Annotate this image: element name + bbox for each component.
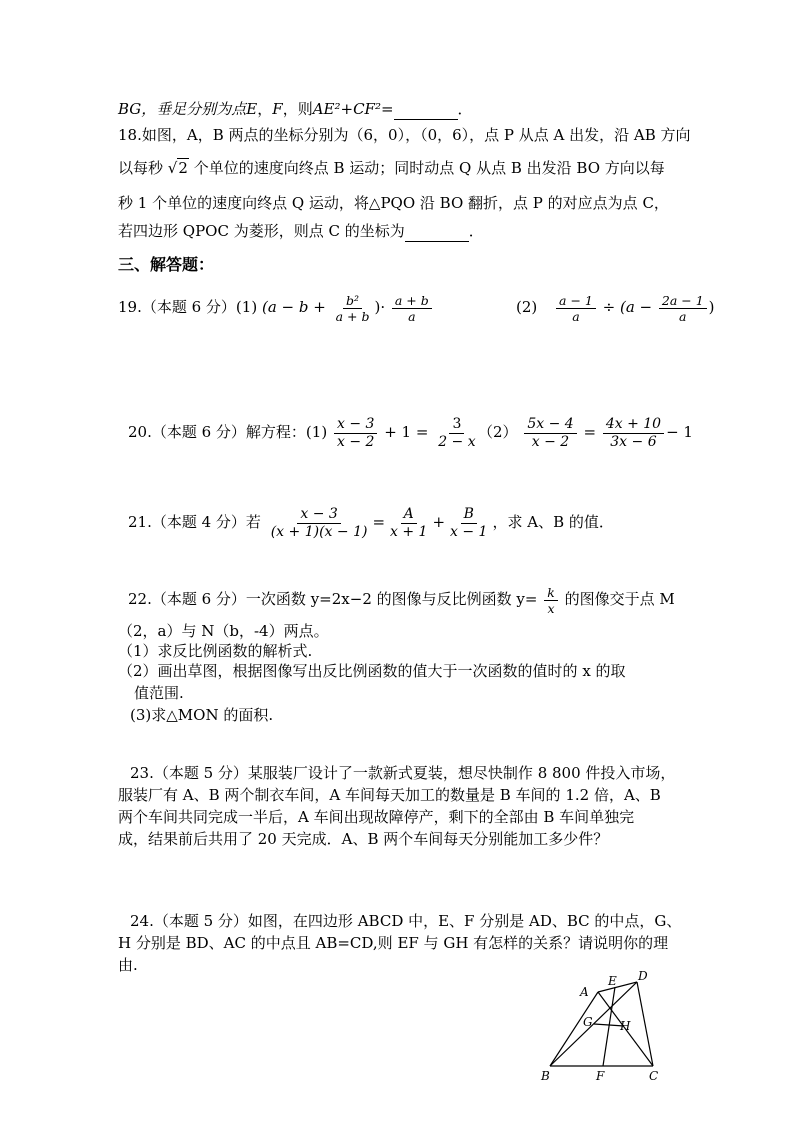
q18-l4: 若四边形 QPOC 为菱形，则点 C 的坐标为 [118, 222, 405, 240]
q23-line4: 成，结果前后共用了 20 天完成．A、B 两个车间每天分别能加工多少件？ [118, 830, 609, 848]
q21-f1-den: (x + 1)(x − 1) [270, 523, 368, 540]
q19-f4-den: a [679, 308, 687, 324]
q17-e: E [246, 100, 258, 118]
q21-prefix: 21.（本题 4 分）若 [128, 513, 261, 531]
q17-pre: BG，垂足分别为点 [118, 100, 247, 118]
quadrilateral-figure [536, 968, 670, 1086]
q19 [118, 290, 434, 324]
q20-frac2 [435, 416, 478, 451]
q19-mid: )· [374, 298, 386, 316]
q17-c1: ， [257, 100, 273, 118]
q22-l1b: 的图像交于点 M [564, 590, 675, 608]
q23-line3: 两个车间共同完成一半后，A 车间出现故障停产，剩下的全部由 B 车间单独完 [118, 808, 635, 826]
q17-f: F [272, 100, 283, 118]
q19-f4-num: 2a − 1 [659, 293, 707, 309]
q21-f3-den: x − 1 [450, 523, 488, 540]
q18-line4 [118, 220, 484, 242]
q20-p2-label: （2） [478, 423, 518, 441]
q21-frac3 [447, 506, 490, 541]
q19-p1a: (a − b + [261, 298, 326, 316]
q20-eq: = [583, 423, 597, 441]
q17-expr: AE²+CF²= [312, 100, 394, 118]
q19-f3-num: a − 1 [556, 293, 596, 309]
q19-frac4 [659, 293, 707, 324]
q21-end: ，求 A、B 的值． [492, 513, 614, 531]
q20-f4-num: 4x + 10 [603, 416, 664, 434]
q22-kfrac [544, 585, 558, 616]
q20-f1-den: x − 2 [336, 433, 375, 450]
label-b: B [541, 1069, 550, 1083]
q19-frac2 [392, 293, 432, 324]
q18-l2a: 以每秒 [118, 159, 164, 177]
q22-sub2b: 值范围. [134, 684, 184, 702]
label-e: E [608, 974, 617, 988]
q19-frac3 [556, 293, 596, 324]
label-h: H [620, 1019, 631, 1033]
q17-c2: ，则 [282, 100, 313, 118]
q19-prefix: 19.（本题 6 分）(1) [118, 298, 258, 316]
q18-line1: 18.如图，A，B 两点的坐标分别为（6，0），（0，6），点 P 从点 A 出发，沿 AB 方向 [118, 126, 691, 144]
q20-f3-den: x − 2 [531, 433, 570, 450]
q19-p2-label: (2) [516, 298, 538, 316]
label-g: G [583, 1015, 593, 1029]
q20-mid1: + 1 = [384, 423, 429, 441]
q20-prefix: 20.（本题 6 分）解方程：(1) [128, 423, 328, 441]
q21-eq: = [372, 513, 386, 531]
q24-line1: 24.（本题 5 分）如图，在四边形 ABCD 中，E、F 分别是 AD、BC 的中点，G、 [130, 912, 682, 930]
sqrt-symbol: √2 [167, 159, 188, 177]
label-f: F [596, 1069, 605, 1083]
q19-p2-end: ) [708, 298, 715, 316]
edge-ab [550, 992, 598, 1066]
label-d: D [638, 969, 648, 983]
q21-f3-num: B [461, 506, 477, 524]
q22-k-num: k [544, 585, 558, 601]
q21-frac1 [268, 506, 371, 541]
q18-end: ． [468, 222, 484, 240]
edge-dc [637, 982, 653, 1066]
q24-line2: H 分别是 BD、AC 的中点且 AB=CD,则 EF 与 GH 有怎样的关系？请说明你的理 [118, 934, 669, 952]
q21-f1-num: x − 3 [297, 506, 340, 524]
q19-p2-mid: ÷ (a − [602, 298, 653, 316]
q20-f2-num: 3 [449, 416, 464, 434]
q22-sub2: （2）画出草图，根据图像写出反比例函数的值大于一次函数的值时的 x 的取 [118, 662, 626, 680]
label-c: C [649, 1069, 659, 1083]
q22-sub3: (3)求△MON 的面积. [130, 706, 274, 724]
q20-frac4 [603, 416, 664, 451]
section-heading: 三、解答题： [118, 255, 215, 274]
q20-f2-den: 2 − x [438, 433, 476, 450]
q20-frac3 [524, 416, 576, 451]
q18-answer-blank[interactable] [405, 241, 469, 242]
label-a: A [580, 985, 589, 999]
q19-frac1 [333, 293, 373, 324]
q22-sub1: （1）求反比例函数的解析式. [118, 642, 313, 660]
segment-ef [603, 987, 615, 1066]
q20 [128, 414, 481, 451]
q19-f3-den: a [572, 308, 580, 324]
q24-line3: 由. [118, 956, 138, 974]
q21-plus: + [432, 513, 446, 531]
q17-tail [118, 98, 473, 120]
q20-f1-num: x − 3 [334, 416, 377, 434]
q20-frac1 [334, 416, 377, 451]
q19-f1-num: b² [343, 293, 362, 309]
sqrt-radicand: 2 [178, 159, 188, 177]
q22-line2: （2，a）与 N（b，-4）两点。 [118, 622, 329, 640]
q18-l2b: 个单位的速度向终点 B 运动；同时动点 Q 从点 B 出发沿 BO 方向以每 [193, 159, 665, 177]
q17-end: ． [457, 100, 473, 118]
q18-line2 [118, 157, 665, 179]
q22-line1 [128, 582, 675, 616]
q23-line2: 服装厂有 A、B 两个制衣车间，A 车间每天加工的数量是 B 车间的 1.2 倍，A、B [118, 786, 661, 804]
q20-end: − 1 [666, 423, 693, 441]
q19-f1-den: a + b [335, 308, 370, 324]
q20-part2 [478, 414, 693, 451]
q19-part2 [516, 290, 715, 324]
q21-frac2 [387, 506, 430, 541]
q20-f3-num: 5x − 4 [524, 416, 576, 434]
q19-f2-num: a + b [392, 293, 432, 309]
q18-line3: 秒 1 个单位的速度向终点 Q 运动，将△PQO 沿 BO 翻折，点 P 的对应点为点 C， [118, 194, 669, 212]
q22-l1a: 22.（本题 6 分）一次函数 y=2x−2 的图像与反比例函数 y= [128, 590, 538, 608]
q23-line1: 23.（本题 5 分）某服装厂设计了一款新式夏装，想尽快制作 8 800 件投入市场， [130, 764, 676, 782]
q21 [128, 504, 614, 541]
q19-f2-den: a [408, 308, 416, 324]
q20-f4-den: 3x − 6 [610, 433, 657, 450]
q21-f2-den: x + 1 [390, 523, 428, 540]
q22-k-den: x [547, 600, 555, 616]
q17-answer-blank[interactable] [394, 119, 458, 120]
q21-f2-num: A [401, 506, 417, 524]
